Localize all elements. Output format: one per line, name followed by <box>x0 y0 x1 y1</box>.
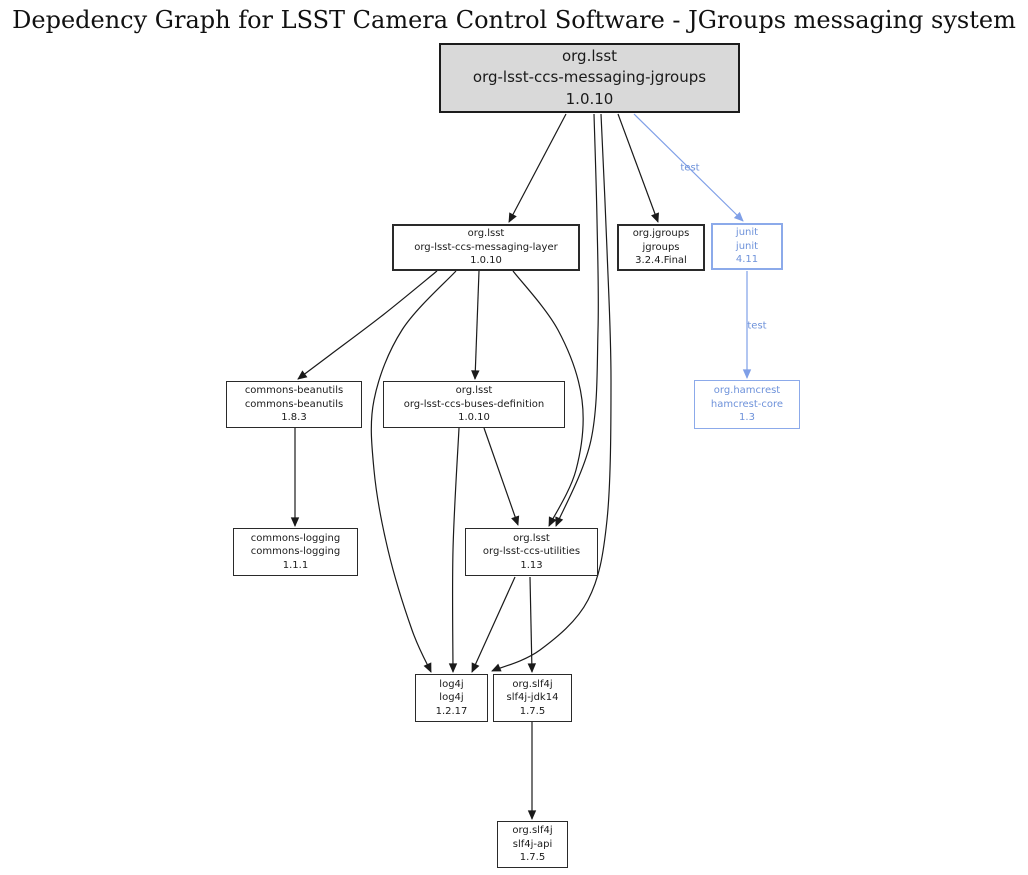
edge-org-lsst-ccs-messaging-jgroups-to-jgroups <box>618 114 658 222</box>
node-slf4j-jdk14 <box>493 674 572 722</box>
node-log4j-line-1: log4j <box>439 692 464 704</box>
node-org-lsst-ccs-buses-definition-line-0: org.lsst <box>455 385 493 397</box>
node-junit-line-2: 4.11 <box>735 254 759 266</box>
edge-org-lsst-ccs-utilities-to-slf4j-jdk14 <box>530 577 532 672</box>
node-log4j-line-2: 1.2.17 <box>435 705 468 717</box>
edge-label-test: test <box>747 320 767 332</box>
node-jgroups-line-2: 3.2.4.Final <box>635 255 687 267</box>
node-commons-beanutils <box>226 381 362 428</box>
node-commons-beanutils-line-1: commons-beanutils <box>244 398 344 410</box>
node-org-lsst-ccs-utilities-line-1: org-lsst-ccs-utilities <box>482 546 581 558</box>
node-jgroups <box>617 224 705 271</box>
node-slf4j-api-line-1: slf4j-api <box>512 838 553 850</box>
node-slf4j-api <box>497 821 568 868</box>
edge-org-lsst-ccs-messaging-layer-to-log4j <box>371 271 456 672</box>
node-org-lsst-ccs-messaging-jgroups-line-1: org-lsst-ccs-messaging-jgroups <box>472 68 707 87</box>
node-slf4j-jdk14-line-2: 1.7.5 <box>519 705 546 717</box>
node-org-lsst-ccs-messaging-layer <box>392 224 580 271</box>
node-junit-line-0: junit <box>735 227 759 239</box>
node-commons-beanutils-line-2: 1.8.3 <box>281 412 307 424</box>
edge-org-lsst-ccs-buses-definition-to-org-lsst-ccs-utilities <box>484 428 518 525</box>
node-hamcrest-core-line-2: 1.3 <box>739 412 755 424</box>
node-hamcrest-core <box>694 380 800 429</box>
edge-org-lsst-ccs-messaging-layer-to-org-lsst-ccs-buses-definition <box>475 271 479 379</box>
graph-title: Depedency Graph for LSST Camera Control Software - JGroups messaging system <box>12 6 1016 34</box>
node-log4j <box>415 674 488 722</box>
node-org-lsst-ccs-utilities-line-2: 1.13 <box>520 559 543 571</box>
node-jgroups-line-1: jgroups <box>642 241 680 253</box>
node-jgroups-line-0: org.jgroups <box>632 228 690 240</box>
node-slf4j-api-line-0: org.slf4j <box>512 825 553 837</box>
edge-org-lsst-ccs-messaging-layer-to-commons-beanutils <box>298 271 437 379</box>
node-commons-logging-line-1: commons-logging <box>250 546 341 558</box>
edge-org-lsst-ccs-utilities-to-log4j <box>472 577 515 672</box>
node-org-lsst-ccs-messaging-layer-line-2: 1.0.10 <box>470 255 502 267</box>
node-org-lsst-ccs-messaging-layer-line-1: org-lsst-ccs-messaging-layer <box>414 241 558 253</box>
edge-org-lsst-ccs-messaging-jgroups-to-org-lsst-ccs-messaging-layer <box>509 114 566 222</box>
edge-label-test: test <box>680 162 700 174</box>
node-commons-logging-line-2: 1.1.1 <box>282 559 309 571</box>
node-org-lsst-ccs-messaging-layer-line-0: org.lsst <box>467 228 505 240</box>
node-org-lsst-ccs-utilities-line-0: org.lsst <box>513 532 550 544</box>
edge-org-lsst-ccs-buses-definition-to-log4j <box>453 428 459 672</box>
node-org-lsst-ccs-buses-definition-line-1: org-lsst-ccs-buses-definition <box>403 398 545 410</box>
node-junit-line-1: junit <box>735 240 759 252</box>
node-org-lsst-ccs-messaging-jgroups-line-2: 1.0.10 <box>565 89 614 108</box>
node-log4j-line-0: log4j <box>439 678 464 690</box>
node-slf4j-jdk14-line-1: slf4j-jdk14 <box>506 692 559 704</box>
node-commons-logging <box>233 528 358 576</box>
node-hamcrest-core-line-1: hamcrest-core <box>710 398 784 410</box>
node-commons-logging-line-0: commons-logging <box>250 532 341 544</box>
node-junit <box>711 223 783 270</box>
node-slf4j-jdk14-line-0: org.slf4j <box>512 678 553 690</box>
node-org-lsst-ccs-messaging-jgroups <box>439 43 740 113</box>
node-hamcrest-core-line-0: org.hamcrest <box>713 385 781 397</box>
node-org-lsst-ccs-buses-definition-line-2: 1.0.10 <box>458 412 490 424</box>
node-slf4j-api-line-2: 1.7.5 <box>519 852 546 864</box>
node-org-lsst-ccs-messaging-jgroups-line-0: org.lsst <box>561 47 618 66</box>
node-org-lsst-ccs-utilities <box>465 528 598 576</box>
node-org-lsst-ccs-buses-definition <box>383 381 565 428</box>
node-commons-beanutils-line-0: commons-beanutils <box>244 385 344 397</box>
